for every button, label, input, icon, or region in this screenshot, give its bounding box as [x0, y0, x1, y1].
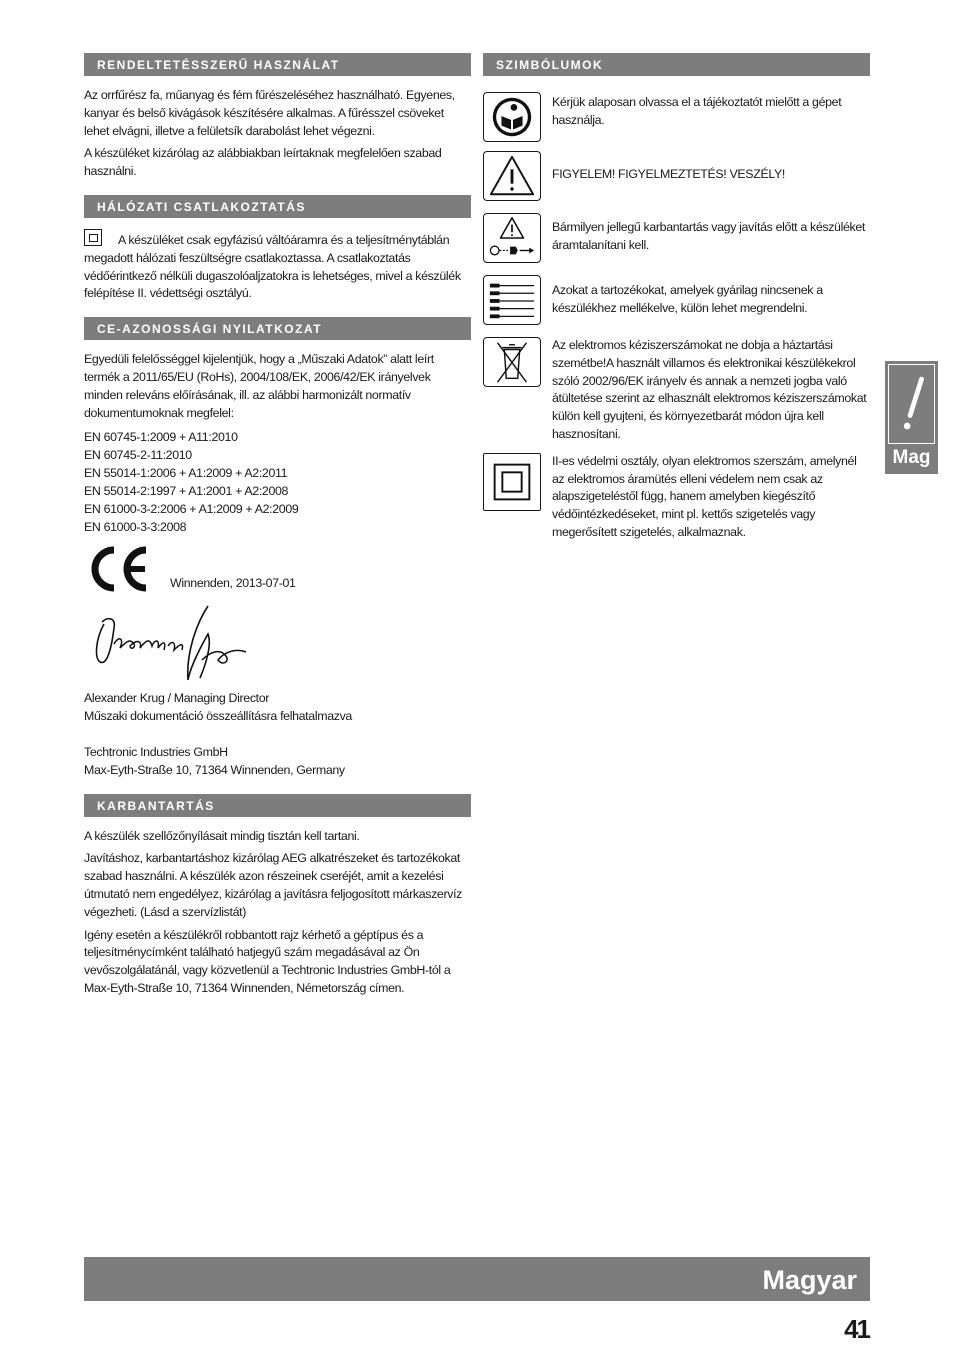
saw-blades-icon: [483, 275, 541, 325]
page-number: 41: [844, 1314, 869, 1344]
section-header: CE-AZONOSSÁGI NYILATKOZAT: [84, 317, 471, 340]
standard-item: EN 60745-1:2009 + A11:2010: [84, 430, 238, 445]
side-tab-label: Mag: [892, 447, 931, 468]
paragraph: Az orrfűrész fa, műanyag és fém fűrészeléséhez használható. Egyenes, kanyar és belső kivágások készítésére alkalmas. A fűrésszel csöveket lehet elvágni, illetve a felületsík darabolást lehet végezni.: [84, 88, 455, 138]
symbol-row: [483, 337, 870, 444]
section-maintenance: [84, 794, 471, 998]
symbol-text: II-es védelmi osztály, olyan elektromos szerszám, amelynél az elektromos áramütés elleni védelem nem csak az alapszigeteléstől függ, hanem amelyben kiegészítő védőintézkedéseket, mint pl. kettős szigetelés vagy megerősített szigetelés, alkalmaznak.: [552, 453, 857, 539]
symbol-row: [483, 453, 870, 542]
section-header: KARBANTARTÁS: [84, 794, 471, 817]
standard-item: EN 61000-3-2:2006 + A1:2009 + A2:2009: [84, 502, 299, 517]
footer-language-bar: [84, 1257, 870, 1301]
signature: [90, 604, 260, 690]
section-header: HÁLÓZATI CSATLAKOZTATÁS: [84, 195, 471, 218]
company-name: Techtronic Industries GmbH: [84, 744, 228, 759]
paragraph: A készüléket kizárólag az alábbiakban leírtaknak megfelelően szabad használni.: [84, 146, 442, 179]
symbol-text: Az elektromos kéziszerszámokat ne dobja a háztartási szemétbe!A használt villamos és elektronikai készülékekrol szóló 2002/96/EK irányelv és annak a nemzeti jogba való átültetése szerint az elhasznált elektromos kéziszerszámokat külön kell gyujteni, és környezetbarát módon újra kell hasznosítani.: [552, 338, 867, 441]
signer-role: Műszaki dokumentáció összeállításra felhatalmazva: [84, 709, 352, 724]
section-mains-connection: [84, 195, 471, 303]
symbol-text: Azokat a tartozékokat, amelyek gyárilag nincsenek a készülékhez mellékelve, külön lehet megrendelni.: [552, 283, 823, 315]
symbol-text: Kérjük alaposan olvassa el a tájékoztatót mielőtt a gépet használja.: [552, 95, 842, 127]
paragraph: [84, 229, 471, 303]
paragraph-text: A készüléket csak egyfázisú váltóáramra és a teljesítménytáblán megadott hálózati feszültségre csatlakoztassa. A csatlakoztatás védőérintkező nélküli dugaszolóaljzatokra is lehetséges, mivel a készülék felépítése II. védettségi osztályú.: [84, 232, 461, 301]
ce-mark-row: [84, 546, 471, 602]
left-column: [84, 53, 471, 1012]
read-manual-icon: [483, 92, 541, 142]
paragraph: Igény esetén a készülékről robbantott rajz kérhető a géptípus és a teljesítménycímként található hatjegyű szám megadásával az Ön vevőszolgálatánál, vagy közvetlenül a Techtronic Industries GmbH-tól a Max-Eyth-Straße 10, 71364 Winnenden, Németország címen.: [84, 927, 451, 995]
symbol-text: Bármilyen jellegű karbantartás vagy javítás előtt a készüléket áramtalanítani kell.: [552, 220, 866, 252]
symbol-row: [483, 275, 870, 325]
standard-item: EN 61000-3-3:2008: [84, 520, 187, 535]
symbol-row: [483, 213, 870, 263]
section-header: RENDELTETÉSSZERŰ HASZNÁLAT: [84, 53, 471, 76]
unplug-warning-icon: [483, 213, 541, 263]
crossed-bin-icon: [483, 337, 541, 387]
standard-item: EN 55014-1:2006 + A1:2009 + A2:2011: [84, 466, 288, 481]
section-ce-declaration: [84, 317, 471, 779]
place-date: Winnenden, 2013-07-01: [170, 576, 296, 591]
paragraph: A készülék szellőzőnyílásait mindig tisztán kell tartani.: [84, 828, 360, 843]
signer-name: Alexander Krug / Managing Director: [84, 691, 270, 706]
symbol-row: [483, 151, 870, 201]
footer-language: Magyar: [762, 1265, 857, 1295]
right-column: [483, 53, 870, 542]
double-insulation-icon: [483, 453, 541, 511]
symbol-row: [483, 92, 870, 142]
paragraph: Javításhoz, karbantartáshoz kizárólag AEG alkatrészeket és tartozékokat szabad használni. A készülék azon részeinek cseréjét, amit a kezelési útmutató nem engedélyez, kizárólag a javításra feljogosított márkaszervíz végezheti. (Lásd a szervízlistát): [84, 851, 463, 919]
language-side-tab: [885, 361, 938, 474]
company-address: Max-Eyth-Straße 10, 71364 Winnenden, Germany: [84, 762, 345, 777]
double-insulation-icon: [84, 229, 102, 246]
section-intended-use: [84, 53, 471, 181]
symbol-text: FIGYELEM! FIGYELMEZTETÉS! VESZÉLY!: [552, 167, 785, 181]
standards-list: [84, 428, 471, 536]
standard-item: EN 60745-2-11:2010: [84, 448, 192, 463]
section-header: SZIMBÓLUMOK: [483, 53, 870, 76]
paragraph: Egyedüli felelősséggel kijelentjük, hogy a „Műszaki Adatok” alatt leírt termék a 2011/65/EU (RoHs), 2004/108/EK, 2006/42/EK irányelvek minden releváns előírásának, ill. az alábbi harmonizált normatív dokumentumoknak megfelel:: [84, 352, 434, 420]
exclamation-icon: [888, 364, 935, 444]
warning-triangle-icon: [483, 151, 541, 201]
ce-mark-logo: [86, 546, 152, 592]
standard-item: EN 55014-2:1997 + A1:2001 + A2:2008: [84, 484, 289, 499]
